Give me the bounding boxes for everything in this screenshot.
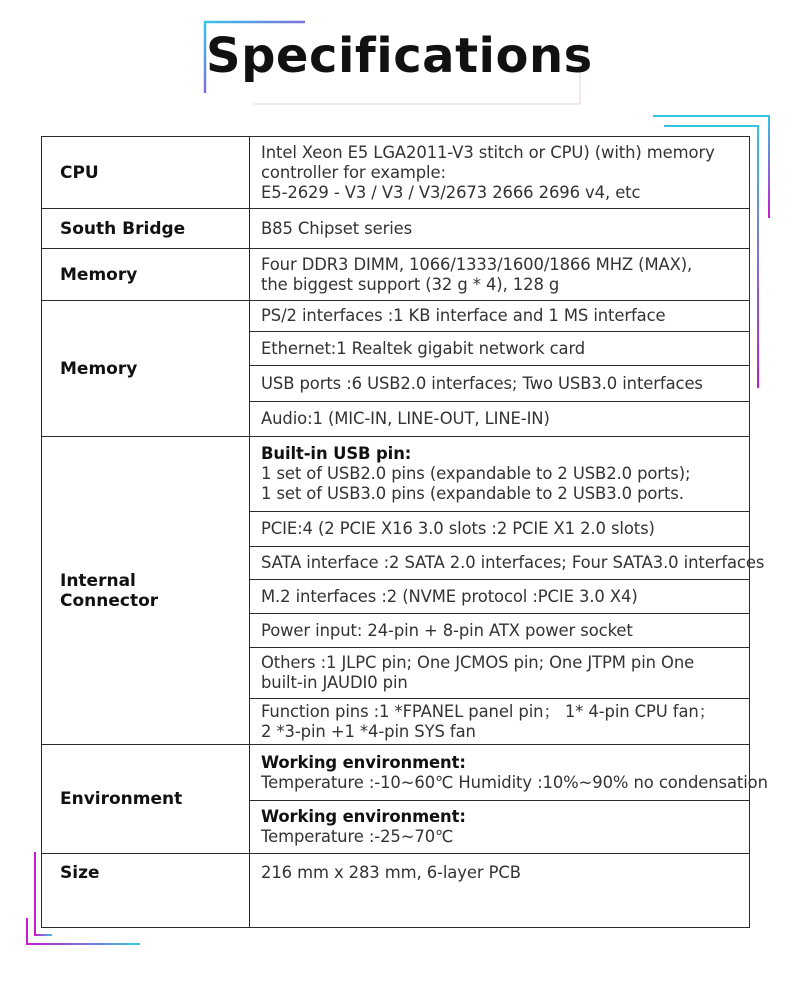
- usb-pin-line: 1 set of USB2.0 pins (expandable to 2 USB2.0 ports);: [261, 464, 691, 483]
- cpu-line: controller for example:: [261, 162, 446, 182]
- memory-label: Memory: [42, 249, 250, 301]
- ps2-value: PS/2 interfaces :1 KB interface and 1 MS interface: [250, 301, 750, 332]
- cpu-value: [250, 137, 750, 209]
- environment-line: Temperature :-25~70℃: [261, 827, 454, 846]
- usb-pin-value: [250, 437, 750, 512]
- power-input-value: Power input: 24-pin + 8-pin ATX power socket: [250, 614, 750, 648]
- usb-pin-title: Built-in USB pin:: [261, 444, 412, 463]
- table-row: [42, 854, 750, 928]
- environment-title: Working environment:: [261, 752, 466, 772]
- internal-connector-label-line: Connector: [60, 590, 159, 611]
- table-row: [42, 137, 750, 209]
- memory-line: the biggest support (32 g * 4), 128 g: [261, 274, 560, 294]
- others-line: built-in JAUDI0 pin: [261, 673, 408, 692]
- south-bridge-value: B85 Chipset series: [250, 209, 750, 249]
- memory-io-label: Memory: [42, 301, 250, 437]
- table-row: [42, 437, 750, 512]
- function-pins-line: Function pins :1 *FPANEL panel pin； 1* 4-pin CPU fan；: [261, 701, 716, 721]
- environment-value-1: [250, 745, 768, 801]
- internal-connector-label-line: Internal: [60, 570, 136, 591]
- cpu-label: CPU: [42, 137, 250, 209]
- specifications-table: [41, 136, 768, 928]
- function-pins-value: [250, 699, 750, 745]
- table-row: [42, 745, 750, 801]
- size-value: 216 mm x 283 mm, 6-layer PCB: [250, 854, 750, 928]
- memory-line: Four DDR3 DIMM, 1066/1333/1600/1866 MHZ (MAX),: [261, 254, 693, 274]
- m2-value: M.2 interfaces :2 (NVME protocol :PCIE 3.0 X4): [250, 580, 750, 614]
- others-line: Others :1 JLPC pin; One JCMOS pin; One JTPM pin One: [261, 653, 695, 672]
- usb-ports-value: USB ports :6 USB2.0 interfaces; Two USB3.0 interfaces: [250, 366, 750, 402]
- cpu-line: Intel Xeon E5 LGA2011-V3 stitch or CPU) (with) memory: [261, 142, 715, 162]
- cpu-line: E5-2629 - V3 / V3 / V3/2673 2666 2696 v4, etc: [261, 182, 641, 202]
- others-value: [250, 648, 750, 699]
- environment-line: Temperature :-10~60℃ Humidity :10%~90% no condensation: [261, 772, 768, 792]
- internal-connector-label: [42, 437, 250, 745]
- table-row: [42, 301, 750, 332]
- audio-value: Audio:1 (MIC-IN, LINE-OUT, LINE-IN): [250, 402, 750, 437]
- ethernet-value: Ethernet:1 Realtek gigabit network card: [250, 332, 750, 366]
- environment-title: Working environment:: [261, 807, 466, 826]
- environment-label: Environment: [42, 745, 250, 854]
- environment-value-2: [250, 801, 750, 854]
- size-label: Size: [42, 854, 250, 928]
- table-row: [42, 209, 750, 249]
- sata-value: SATA interface :2 SATA 2.0 interfaces; Four SATA3.0 interfaces: [250, 547, 750, 580]
- south-bridge-label: South Bridge: [42, 209, 250, 249]
- memory-value: [250, 249, 750, 301]
- pcie-value: PCIE:4 (2 PCIE X16 3.0 slots :2 PCIE X1 2.0 slots): [250, 512, 750, 547]
- function-pins-line: 2 *3-pin +1 *4-pin SYS fan: [261, 721, 476, 741]
- page-title: Specifications: [206, 28, 593, 84]
- table-row: [42, 249, 750, 301]
- usb-pin-line: 1 set of USB3.0 pins (expandable to 2 USB3.0 ports.: [261, 484, 684, 503]
